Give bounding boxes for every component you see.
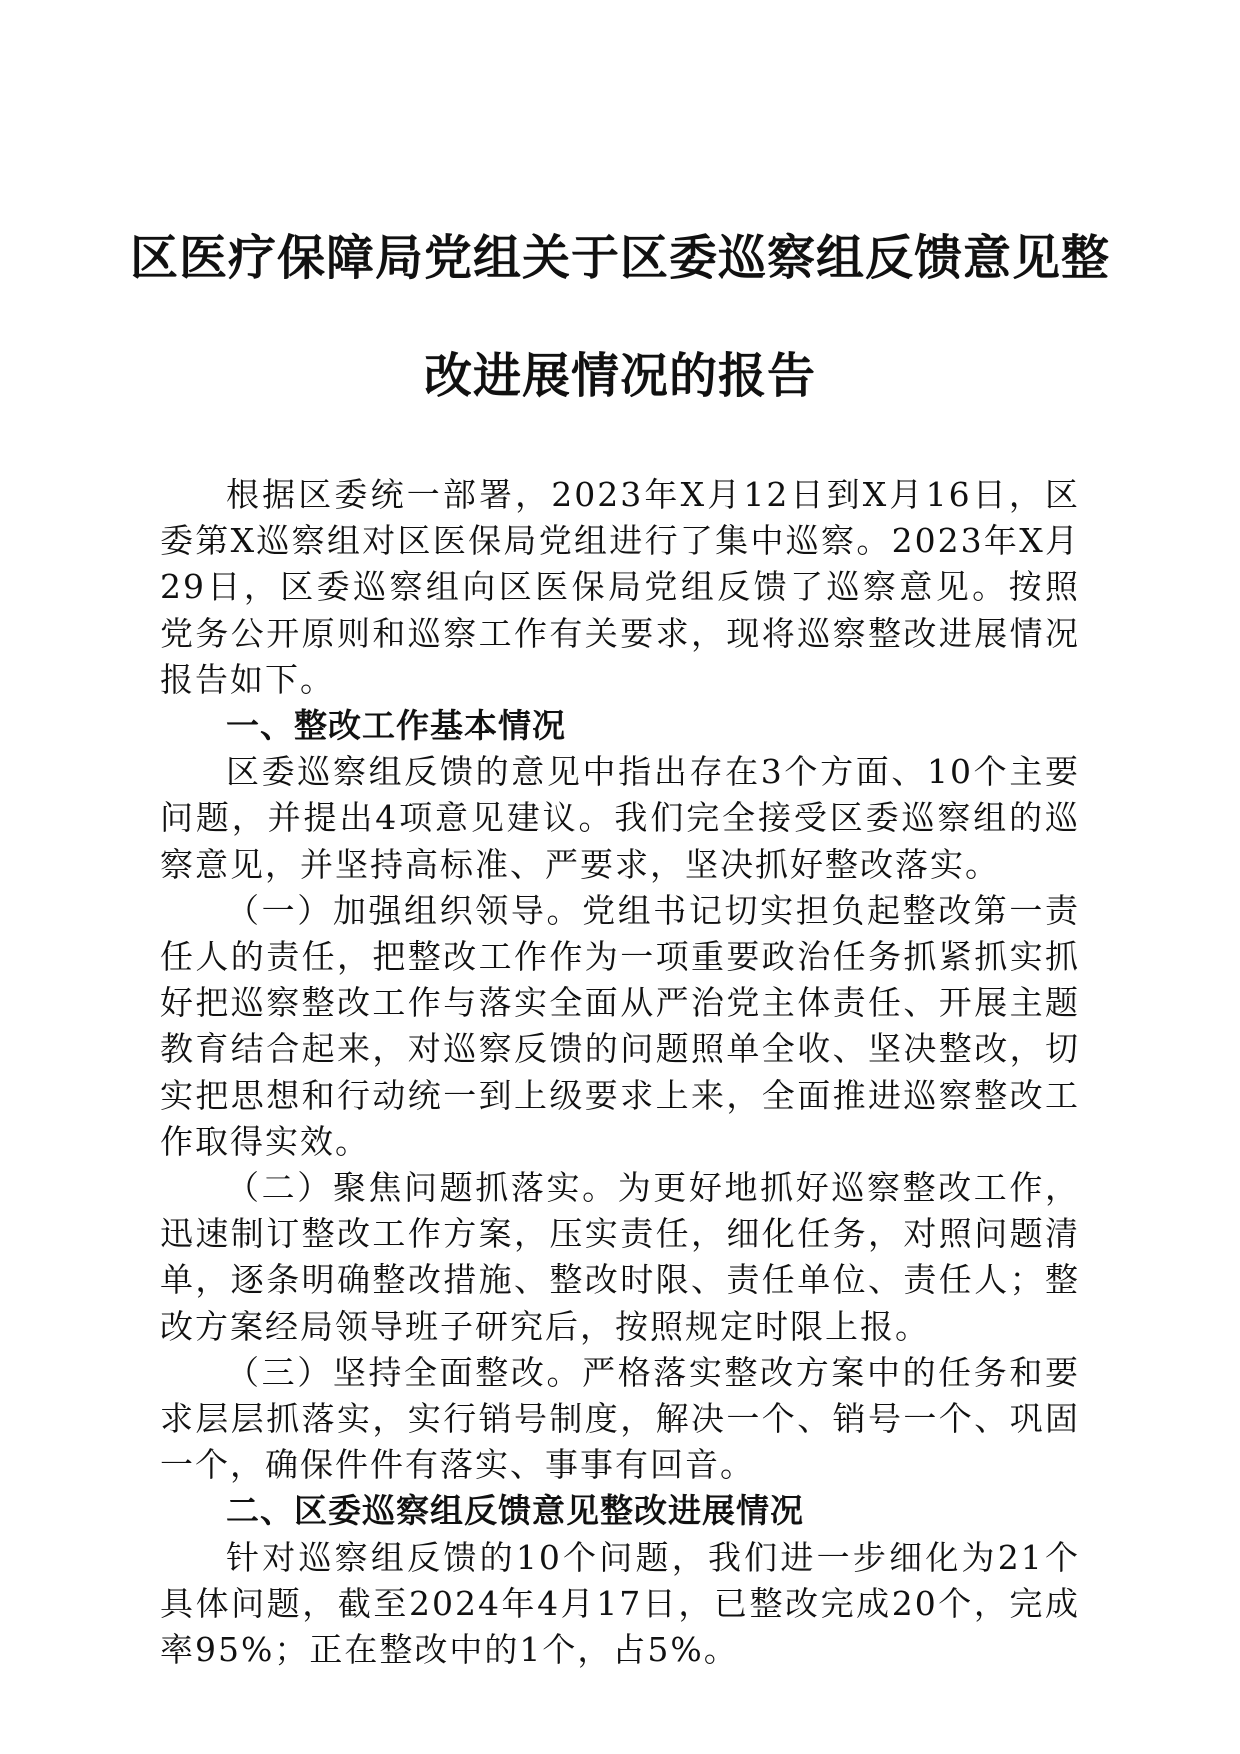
section-2-paragraph: 针对巡察组反馈的10个问题，我们进一步细化为21个具体问题，截至2024年4月17日，已整改完成20个，完成率95%；正在整改中的1个，占5%。 (160, 1537, 1080, 1670)
document-title-line-2: 改进展情况的报告 (423, 348, 816, 404)
section-heading-2: 二、区委巡察组反馈意见整改进展情况 (226, 1491, 804, 1531)
section-heading-1: 一、整改工作基本情况 (226, 706, 566, 746)
intro-paragraph: 根据区委统一部署，2023年X月12日到X月16日，区委第X巡察组对区医保局党组进行了集中巡察。2023年X月29日，区委巡察组向区医保局党组反馈了巡察意见。按照党务公开原则和巡察工作有关要求，现将巡察整改进展情况报告如下。 (160, 475, 1080, 699)
subsection-3-paragraph: （三）坚持全面整改。严格落实整改方案中的任务和要求层层抓落实，实行销号制度，解决一个、销号一个、巩固一个，确保件件有落实、事事有回音。 (160, 1352, 1080, 1485)
document-title-line-1: 区医疗保障局党组关于区委巡察组反馈意见整 (130, 230, 1111, 286)
subsection-2-paragraph: （二）聚焦问题抓落实。为更好地抓好巡察整改工作，迅速制订整改工作方案，压实责任，细化任务，对照问题清单，逐条明确整改措施、整改时限、责任单位、责任人；整改方案经局领导班子研究后，按照规定时限上报。 (160, 1168, 1080, 1346)
document-body (160, 472, 1080, 1673)
section-1-paragraph: 区委巡察组反馈的意见中指出存在3个方面、10个主要问题，并提出4项意见建议。我们完全接受区委巡察组的巡察意见，并坚持高标准、严要求，坚决抓好整改落实。 (160, 752, 1080, 884)
subsection-1-paragraph: （一）加强组织领导。党组书记切实担负起整改第一责任人的责任，把整改工作作为一项重要政治任务抓紧抓实抓好把巡察整改工作与落实全面从严治党主体责任、开展主题教育结合起来，对巡察反馈的问题照单全收、坚决整改，切实把思想和行动统一到上级要求上来，全面推进巡察整改工作取得实效。 (160, 890, 1080, 1161)
